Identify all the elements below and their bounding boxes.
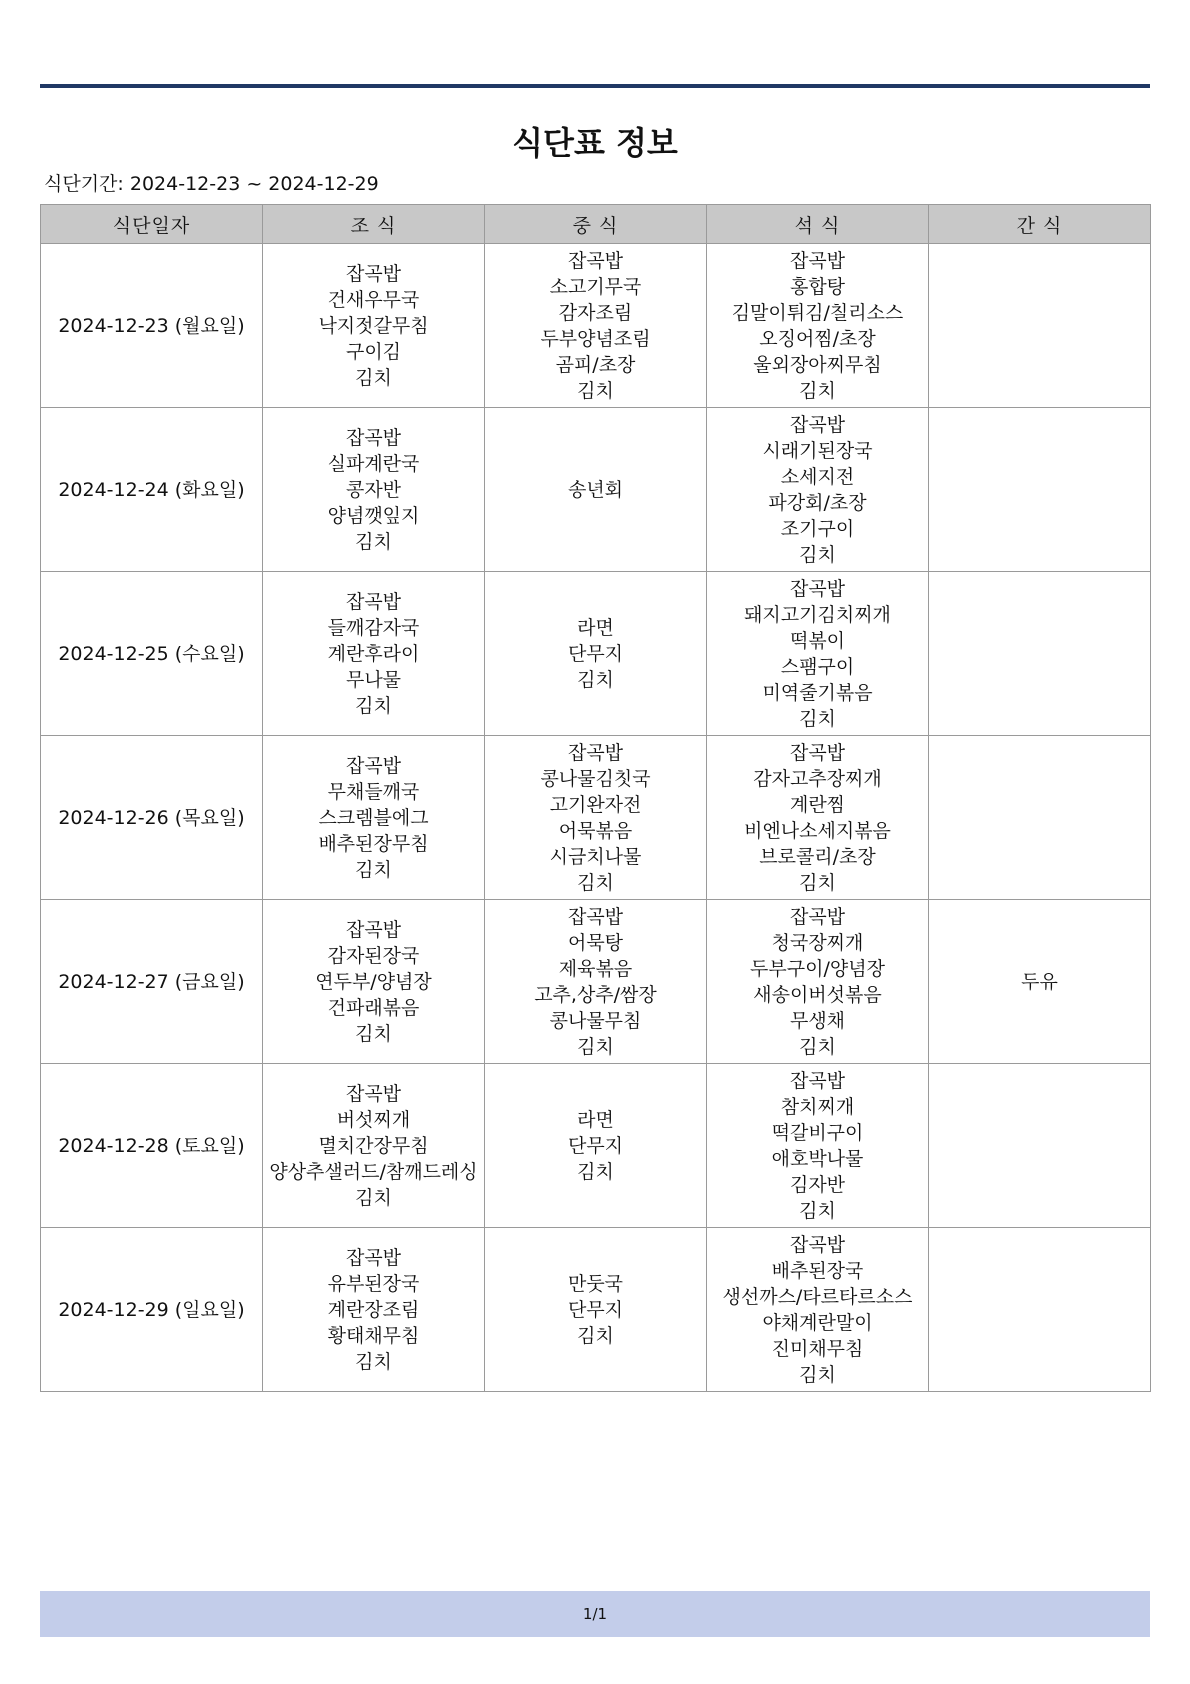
lunch-cell bbox=[485, 1228, 707, 1392]
menu-item: 낙지젓갈무침 bbox=[318, 314, 429, 337]
menu-item: 연두부/양념장 bbox=[315, 970, 432, 993]
menu-item: 계란찜 bbox=[789, 793, 846, 816]
menu-item: 고추,상추/쌈장 bbox=[534, 983, 657, 1006]
lunch-cell bbox=[485, 572, 707, 736]
menu-item: 만둣국 bbox=[567, 1272, 624, 1295]
menu-item: 시금치나물 bbox=[549, 845, 642, 868]
menu-item: 울외장아찌무침 bbox=[753, 353, 882, 376]
menu-item: 김치 bbox=[577, 668, 614, 691]
lunch-cell bbox=[485, 736, 707, 900]
menu-item: 구이김 bbox=[345, 340, 402, 363]
menu-item: 잡곡밥 bbox=[789, 905, 846, 928]
menu-item: 김치 bbox=[355, 1022, 392, 1045]
menu-item: 잡곡밥 bbox=[345, 590, 402, 613]
menu-item: 잡곡밥 bbox=[567, 249, 624, 272]
column-header-lunch: 중 식 bbox=[485, 205, 707, 244]
menu-item: 애호박나물 bbox=[771, 1147, 864, 1170]
menu-item: 제육볶음 bbox=[558, 957, 633, 980]
menu-item: 김치 bbox=[799, 543, 836, 566]
breakfast-cell bbox=[263, 736, 485, 900]
meal-period: 식단기간: 2024-12-23 ~ 2024-12-29 bbox=[44, 173, 379, 195]
menu-item: 김치 bbox=[355, 1350, 392, 1373]
menu-item: 유부된장국 bbox=[327, 1272, 420, 1295]
menu-item: 김치 bbox=[799, 1363, 836, 1386]
date-cell: 2024-12-28 (토요일) bbox=[41, 1064, 263, 1228]
menu-item: 잡곡밥 bbox=[345, 1246, 402, 1269]
menu-item: 오징어찜/초장 bbox=[759, 327, 876, 350]
breakfast-cell bbox=[263, 1064, 485, 1228]
dinner-cell bbox=[707, 244, 929, 408]
menu-item: 생선까스/타르타르소스 bbox=[722, 1285, 913, 1308]
menu-item: 잡곡밥 bbox=[789, 577, 846, 600]
snack-cell bbox=[929, 736, 1151, 900]
menu-item: 청국장찌개 bbox=[771, 931, 864, 954]
page-number: 1/1 bbox=[582, 1605, 608, 1623]
table-row bbox=[41, 900, 1151, 1064]
menu-item: 시래기된장국 bbox=[762, 439, 873, 462]
page-footer bbox=[40, 1591, 1150, 1637]
menu-item: 스팸구이 bbox=[780, 655, 855, 678]
menu-item: 감자된장국 bbox=[327, 944, 420, 967]
menu-item: 무생채 bbox=[789, 1009, 846, 1032]
menu-item: 비엔나소세지볶음 bbox=[744, 819, 891, 842]
snack-cell bbox=[929, 572, 1151, 736]
menu-item: 홍합탕 bbox=[789, 275, 846, 298]
menu-item: 두부구이/양념장 bbox=[750, 957, 885, 980]
dinner-cell bbox=[707, 408, 929, 572]
menu-item: 라면 bbox=[577, 616, 614, 639]
menu-item: 김치 bbox=[577, 871, 614, 894]
menu-item: 떡갈비구이 bbox=[771, 1121, 864, 1144]
menu-item: 진미채무침 bbox=[771, 1337, 864, 1360]
snack-cell bbox=[929, 408, 1151, 572]
dinner-cell bbox=[707, 1228, 929, 1392]
menu-item: 잡곡밥 bbox=[567, 741, 624, 764]
page-title: 식단표 정보 bbox=[512, 124, 678, 162]
menu-item: 고기완자전 bbox=[549, 793, 642, 816]
menu-item: 두유 bbox=[1021, 970, 1058, 993]
breakfast-cell bbox=[263, 244, 485, 408]
menu-item: 스크렘블에그 bbox=[318, 806, 429, 829]
menu-item: 김치 bbox=[355, 366, 392, 389]
menu-item: 떡볶이 bbox=[789, 629, 846, 652]
table-header-row bbox=[41, 205, 1151, 244]
table-row bbox=[41, 1064, 1151, 1228]
menu-item: 계란장조림 bbox=[327, 1298, 420, 1321]
menu-item: 무나물 bbox=[345, 668, 402, 691]
menu-item: 잡곡밥 bbox=[567, 905, 624, 928]
breakfast-cell bbox=[263, 1228, 485, 1392]
snack-cell bbox=[929, 1064, 1151, 1228]
date-cell: 2024-12-24 (화요일) bbox=[41, 408, 263, 572]
menu-item: 단무지 bbox=[567, 1298, 624, 1321]
date-cell: 2024-12-25 (수요일) bbox=[41, 572, 263, 736]
menu-item: 단무지 bbox=[567, 642, 624, 665]
table-row bbox=[41, 736, 1151, 900]
menu-item: 송년회 bbox=[567, 478, 624, 501]
table-row bbox=[41, 408, 1151, 572]
menu-item: 어묵볶음 bbox=[558, 819, 633, 842]
menu-item: 무채들깨국 bbox=[327, 780, 420, 803]
menu-item: 조기구이 bbox=[780, 517, 855, 540]
lunch-cell bbox=[485, 244, 707, 408]
snack-cell bbox=[929, 1228, 1151, 1392]
menu-item: 버섯찌개 bbox=[336, 1108, 411, 1131]
menu-item: 잡곡밥 bbox=[345, 262, 402, 285]
menu-item: 멸치간장무침 bbox=[318, 1134, 429, 1157]
table-row bbox=[41, 244, 1151, 408]
menu-item: 양상추샐러드/참깨드레싱 bbox=[269, 1160, 478, 1183]
menu-item: 참치찌개 bbox=[780, 1095, 855, 1118]
menu-item: 잡곡밥 bbox=[345, 426, 402, 449]
menu-item: 잡곡밥 bbox=[345, 754, 402, 777]
menu-item: 곰피/초장 bbox=[555, 353, 636, 376]
menu-item: 김치 bbox=[799, 1035, 836, 1058]
dinner-cell bbox=[707, 900, 929, 1064]
menu-item: 잡곡밥 bbox=[345, 1082, 402, 1105]
breakfast-cell bbox=[263, 408, 485, 572]
table-row bbox=[41, 1228, 1151, 1392]
date-cell: 2024-12-29 (일요일) bbox=[41, 1228, 263, 1392]
menu-item: 김자반 bbox=[789, 1173, 846, 1196]
lunch-cell bbox=[485, 1064, 707, 1228]
menu-item: 콩나물무침 bbox=[549, 1009, 642, 1032]
menu-item: 잡곡밥 bbox=[345, 918, 402, 941]
menu-item: 김치 bbox=[355, 1186, 392, 1209]
menu-item: 김치 bbox=[577, 1035, 614, 1058]
menu-item: 감자조림 bbox=[558, 301, 633, 324]
lunch-cell bbox=[485, 900, 707, 1064]
menu-item: 잡곡밥 bbox=[789, 1069, 846, 1092]
menu-item: 잡곡밥 bbox=[789, 1233, 846, 1256]
column-header-breakfast: 조 식 bbox=[263, 205, 485, 244]
menu-item: 실파계란국 bbox=[327, 452, 420, 475]
menu-item: 잡곡밥 bbox=[789, 413, 846, 436]
breakfast-cell bbox=[263, 900, 485, 1064]
menu-item: 양념깻잎지 bbox=[327, 504, 420, 527]
menu-item: 배추된장무침 bbox=[318, 832, 429, 855]
menu-item: 김치 bbox=[577, 1160, 614, 1183]
menu-item: 소고기무국 bbox=[549, 275, 642, 298]
column-header-snack: 간 식 bbox=[929, 205, 1151, 244]
menu-item: 라면 bbox=[577, 1108, 614, 1131]
date-cell: 2024-12-27 (금요일) bbox=[41, 900, 263, 1064]
menu-item: 새송이버섯볶음 bbox=[753, 983, 882, 1006]
menu-item: 브로콜리/초장 bbox=[759, 845, 876, 868]
dinner-cell bbox=[707, 1064, 929, 1228]
menu-item: 잡곡밥 bbox=[789, 249, 846, 272]
menu-item: 건파래볶음 bbox=[327, 996, 420, 1019]
menu-item: 돼지고기김치찌개 bbox=[744, 603, 891, 626]
menu-item: 파강회/초장 bbox=[768, 491, 867, 514]
menu-item: 계란후라이 bbox=[327, 642, 420, 665]
meal-table bbox=[40, 204, 1151, 1392]
menu-item: 소세지전 bbox=[780, 465, 855, 488]
menu-item: 김치 bbox=[799, 1199, 836, 1222]
menu-item: 김치 bbox=[355, 530, 392, 553]
column-header-date: 식단일자 bbox=[41, 205, 263, 244]
menu-item: 단무지 bbox=[567, 1134, 624, 1157]
menu-item: 김치 bbox=[799, 871, 836, 894]
snack-cell bbox=[929, 244, 1151, 408]
menu-item: 건새우무국 bbox=[327, 288, 420, 311]
menu-item: 야채계란말이 bbox=[762, 1311, 873, 1334]
menu-item: 김치 bbox=[799, 379, 836, 402]
snack-cell bbox=[929, 900, 1151, 1064]
menu-item: 김치 bbox=[577, 379, 614, 402]
menu-item: 김치 bbox=[355, 694, 392, 717]
menu-item: 김치 bbox=[355, 858, 392, 881]
menu-item: 미역줄기볶음 bbox=[762, 681, 873, 704]
menu-item: 김치 bbox=[577, 1324, 614, 1347]
menu-item: 콩나물김칫국 bbox=[540, 767, 651, 790]
menu-item: 감자고추장찌개 bbox=[753, 767, 882, 790]
menu-item: 두부양념조림 bbox=[540, 327, 651, 350]
top-divider bbox=[40, 84, 1150, 88]
menu-item: 콩자반 bbox=[345, 478, 402, 501]
menu-item: 황태채무침 bbox=[327, 1324, 420, 1347]
table-row bbox=[41, 572, 1151, 736]
dinner-cell bbox=[707, 736, 929, 900]
date-cell: 2024-12-26 (목요일) bbox=[41, 736, 263, 900]
lunch-cell bbox=[485, 408, 707, 572]
menu-item: 어묵탕 bbox=[567, 931, 624, 954]
dinner-cell bbox=[707, 572, 929, 736]
menu-item: 김말이튀김/칠리소스 bbox=[731, 301, 904, 324]
menu-item: 잡곡밥 bbox=[789, 741, 846, 764]
date-cell: 2024-12-23 (월요일) bbox=[41, 244, 263, 408]
menu-item: 들깨감자국 bbox=[327, 616, 420, 639]
menu-item: 김치 bbox=[799, 707, 836, 730]
menu-item: 배추된장국 bbox=[771, 1259, 864, 1282]
column-header-dinner: 석 식 bbox=[707, 205, 929, 244]
breakfast-cell bbox=[263, 572, 485, 736]
